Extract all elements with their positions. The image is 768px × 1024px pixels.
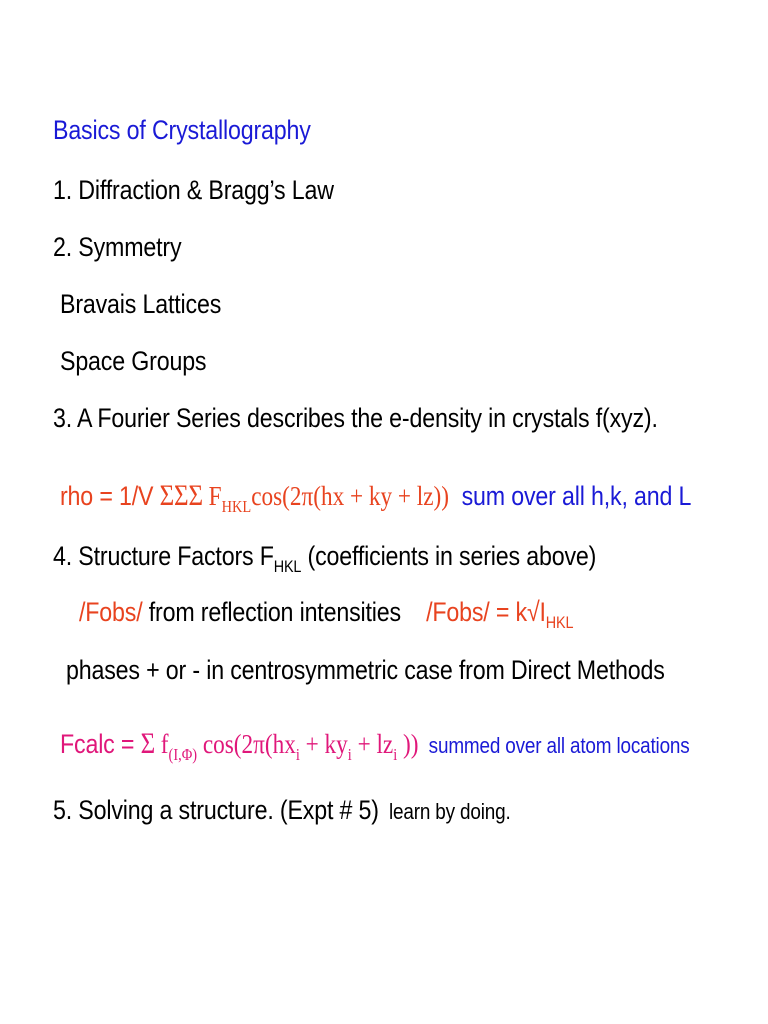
fcalc-f: f	[155, 729, 169, 759]
rho-note	[449, 481, 691, 511]
fcalc-sub-2: i	[347, 745, 352, 765]
item-4-pre: 4. Structure Factors F	[53, 541, 274, 571]
fcalc-ky: + ky	[299, 729, 348, 759]
item-5-note	[379, 799, 511, 824]
rho-f-sub: HKL	[221, 497, 252, 517]
fobs-label: /Fobs/	[79, 597, 143, 627]
item-3: 3. A Fourier Series describes the e-density in crystals f(xyz).	[53, 403, 658, 433]
fcalc-close: ))	[397, 729, 419, 759]
item-2: 2. Symmetry	[53, 232, 182, 262]
item-2b: Space Groups	[60, 346, 207, 376]
item-4-sub: HKL	[273, 557, 302, 577]
rho-expr: cos(2π(hx + ky + lz))	[251, 481, 450, 511]
item-4	[53, 541, 597, 577]
fcalc-note-text: summed over all atom locations	[428, 733, 690, 758]
item-5-text: 5. Solving a structure. (Expt # 5)	[53, 795, 379, 825]
fcalc-sub-3: i	[393, 745, 398, 765]
fcalc-lz: + lz	[351, 729, 394, 759]
phases-line: phases + or - in centrosymmetric case from Direct Methods	[66, 655, 665, 685]
item-4-post: (coefficients in series above)	[301, 541, 597, 571]
rho-note-text: sum over all h,k, and L	[461, 481, 692, 511]
item-5-note-text: learn by doing.	[389, 799, 511, 824]
fcalc-sigma: Σ	[140, 728, 156, 760]
slide-title: Basics of Crystallography	[53, 115, 311, 145]
fcalc-note	[419, 733, 690, 758]
fcalc-cos: cos(2π(hx	[197, 729, 296, 759]
fobs-formula-sub: HKL	[545, 613, 574, 633]
fobs-line	[79, 597, 574, 633]
item-1: 1. Diffraction & Bragg’s Law	[53, 175, 334, 205]
fobs-formula	[401, 597, 574, 633]
sigma-symbols: ΣΣΣ	[159, 480, 203, 512]
rho-lhs: rho = 1/V	[60, 481, 160, 511]
fcalc-sub-1: i	[295, 745, 300, 765]
fcalc-lhs: Fcalc =	[60, 729, 141, 759]
fobs-formula-text: /Fobs/ = k√I	[426, 597, 546, 627]
item-5	[53, 797, 511, 824]
fcalc-equation	[60, 728, 690, 765]
fcalc-f-sub: (I,Φ)	[168, 745, 198, 765]
fobs-text: from reflection intensities	[142, 597, 401, 627]
item-2a: Bravais Lattices	[60, 289, 222, 319]
rho-equation	[60, 480, 692, 517]
rho-f: F	[202, 481, 222, 511]
